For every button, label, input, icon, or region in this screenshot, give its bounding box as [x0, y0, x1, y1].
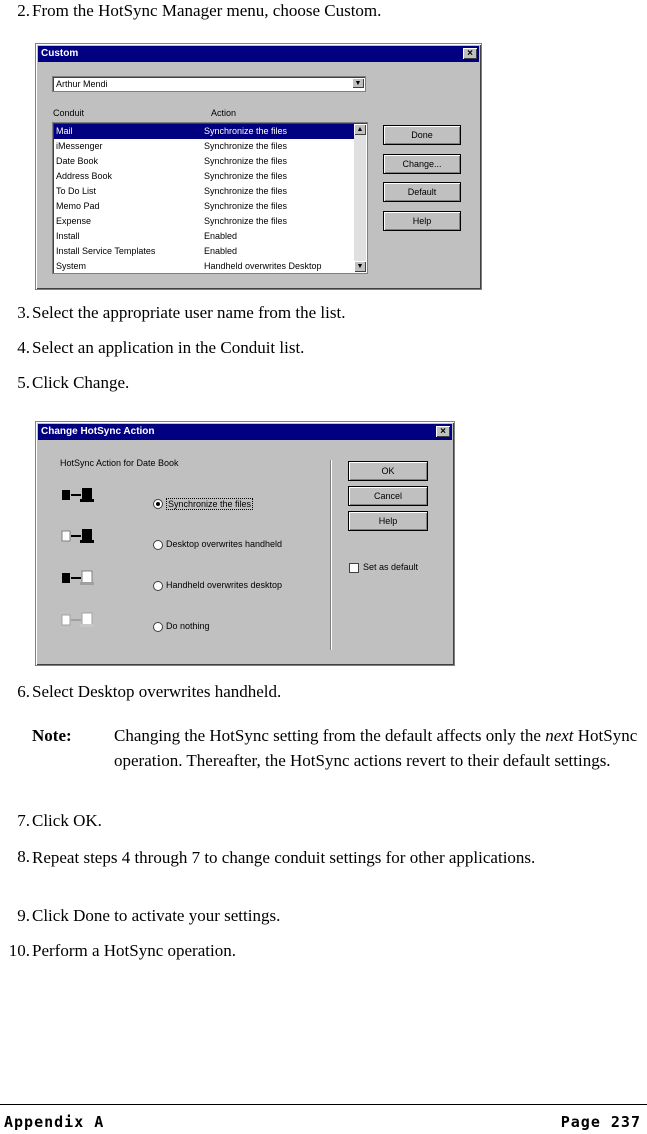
action-column-header: Action — [211, 108, 237, 118]
option-label-desktop-overwrites: Desktop overwrites handheld — [166, 539, 283, 549]
conduit-action: Enabled — [204, 231, 238, 241]
note-label: Note: — [32, 726, 72, 745]
conduit-action: Synchronize the files — [204, 171, 288, 181]
custom-dialog — [35, 43, 482, 290]
radio-synchronize[interactable] — [153, 499, 163, 509]
conduit-name: Address Book — [56, 171, 113, 181]
footer-page-number: Page 237 — [560, 1113, 641, 1131]
list-item[interactable] — [54, 139, 355, 154]
do-nothing-icon — [61, 612, 99, 628]
chevron-up-icon[interactable]: ▲ — [354, 124, 366, 135]
user-select[interactable] — [52, 76, 366, 92]
conduit-action: Synchronize the files — [204, 156, 288, 166]
conduit-action: Synchronize the files — [204, 141, 288, 151]
custom-dialog-titlebar — [38, 46, 479, 62]
step-text: Perform a HotSync operation. — [32, 941, 236, 960]
set-as-default-label: Set as default — [363, 562, 419, 572]
hotsync-action-group-label: HotSync Action for Date Book — [60, 458, 179, 468]
step-text: Select Desktop overwrites handheld. — [32, 682, 282, 701]
conduit-action: Synchronize the files — [204, 201, 288, 211]
conduit-action: Synchronize the files — [204, 126, 288, 136]
conduit-name: Mail — [56, 126, 73, 136]
change-hotsync-dialog — [35, 421, 455, 666]
conduit-name: iMessenger — [56, 141, 103, 151]
conduit-name: Date Book — [56, 156, 99, 166]
conduit-name: System — [56, 261, 87, 271]
conduit-action: Handheld overwrites Desktop — [204, 261, 322, 271]
sync-icon — [61, 487, 99, 503]
step-text: Click OK. — [32, 811, 102, 830]
list-item[interactable] — [54, 214, 355, 229]
step-number: 9. — [17, 906, 30, 925]
list-item[interactable] — [54, 199, 355, 214]
step-text: Select an application in the Conduit list. — [32, 338, 305, 357]
conduit-name: Memo Pad — [56, 201, 100, 211]
conduit-action: Synchronize the files — [204, 186, 288, 196]
cancel-button[interactable]: Cancel — [348, 486, 428, 506]
list-item[interactable] — [54, 259, 355, 274]
list-item[interactable] — [54, 244, 355, 259]
note-text-after: HotSync operation. Thereafter, the HotSync actions revert to their default settings. — [114, 726, 638, 770]
list-item[interactable] — [54, 169, 355, 184]
step-text: From the HotSync Manager menu, choose Custom. — [32, 1, 382, 20]
conduit-name: Install Service Templates — [56, 246, 156, 256]
close-icon[interactable]: × — [436, 426, 450, 437]
help-button[interactable]: Help — [348, 511, 428, 531]
custom-dialog-title: Custom — [41, 48, 79, 59]
list-item[interactable] — [54, 124, 355, 139]
radio-handheld-overwrites[interactable] — [153, 581, 163, 591]
default-button[interactable]: Default — [383, 182, 461, 202]
step-number: 3. — [17, 303, 30, 322]
desktop-overwrites-icon — [61, 528, 99, 544]
user-select-value: Arthur Mendi — [56, 79, 108, 89]
footer-rule — [0, 1104, 647, 1105]
note-text-before: Changing the HotSync setting from the default affects only the — [114, 726, 546, 745]
list-item[interactable] — [54, 154, 355, 169]
conduit-name: To Do List — [56, 186, 97, 196]
ok-button[interactable]: OK — [348, 461, 428, 481]
step-number: 2. — [17, 1, 30, 20]
option-label-do-nothing: Do nothing — [166, 621, 210, 631]
chevron-down-icon[interactable]: ▼ — [354, 261, 366, 272]
step-number: 4. — [17, 338, 30, 357]
conduit-list[interactable] — [52, 122, 368, 274]
step-number: 8. — [17, 847, 30, 866]
step-number: 7. — [17, 811, 30, 830]
list-scrollbar[interactable] — [354, 124, 366, 272]
radio-do-nothing[interactable] — [153, 622, 163, 632]
note-body — [114, 723, 642, 773]
vertical-divider — [330, 460, 332, 650]
done-button[interactable]: Done — [383, 125, 461, 145]
conduit-column-header: Conduit — [53, 108, 85, 118]
handheld-overwrites-icon — [61, 570, 99, 586]
option-label-handheld-overwrites: Handheld overwrites desktop — [166, 580, 283, 590]
note-emphasis: next — [545, 726, 574, 745]
step-text: Select the appropriate user name from the list. — [32, 303, 346, 322]
change-button[interactable]: Change... — [383, 154, 461, 174]
conduit-name: Install — [56, 231, 80, 241]
step-number: 10. — [8, 941, 30, 960]
radio-desktop-overwrites[interactable] — [153, 540, 163, 550]
footer-section: Appendix A — [4, 1113, 105, 1131]
conduit-action: Enabled — [204, 246, 238, 256]
step-number: 6. — [17, 682, 30, 701]
step-text: Repeat steps 4 through 7 to change conduit settings for other applications. — [32, 848, 536, 867]
conduit-name: Expense — [56, 216, 92, 226]
step-text: Click Change. — [32, 373, 130, 392]
list-item[interactable] — [54, 229, 355, 244]
change-dialog-title: Change HotSync Action — [41, 426, 155, 437]
change-dialog-titlebar — [38, 424, 452, 440]
step-text: Click Done to activate your settings. — [32, 906, 281, 925]
set-as-default-checkbox[interactable] — [349, 563, 359, 573]
close-icon[interactable]: × — [463, 48, 477, 59]
chevron-down-icon[interactable]: ▼ — [352, 78, 364, 88]
option-label-synchronize: Synchronize the files — [168, 499, 252, 509]
list-item[interactable] — [54, 184, 355, 199]
help-button[interactable]: Help — [383, 211, 461, 231]
conduit-action: Synchronize the files — [204, 216, 288, 226]
step-number: 5. — [17, 373, 30, 392]
